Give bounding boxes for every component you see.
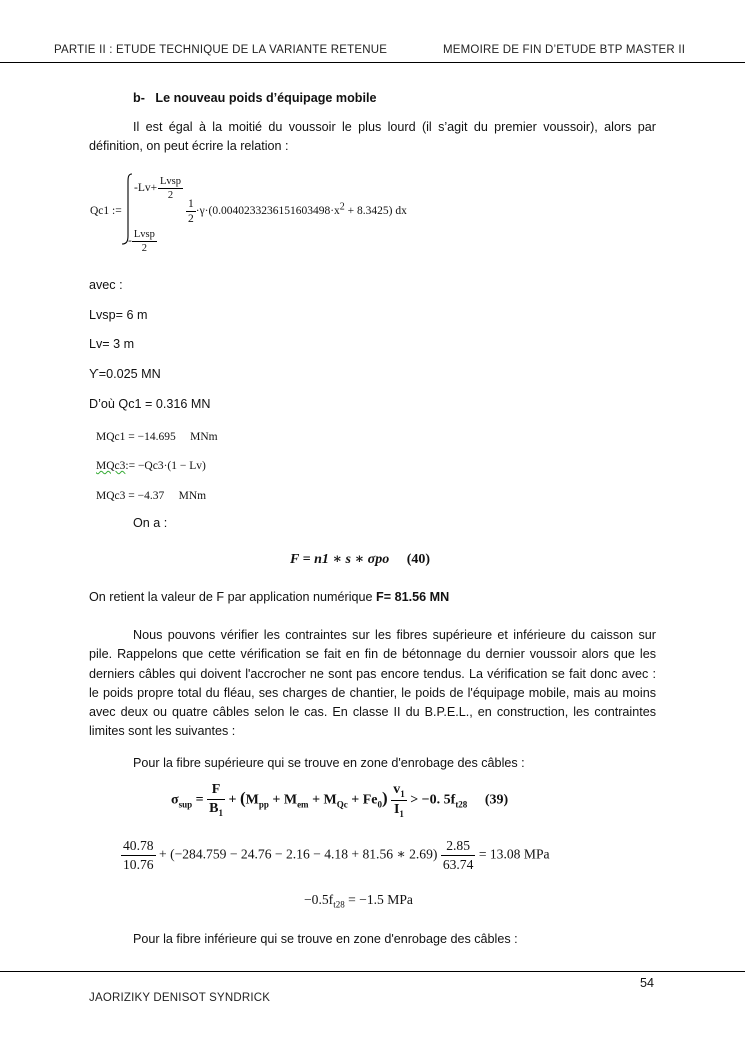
mathcad-mqc3: MQc3 = −4.37 MNm xyxy=(96,490,207,502)
param-lvsp: Lvsp= 6 m xyxy=(89,308,148,322)
integral-upper-bound: -Lv+ $\frac{\text{Lvsp}}{2}$ xyxy=(134,176,181,201)
param-gamma: ϒ=0.025 MN xyxy=(89,367,161,381)
integral-lower-bound: - $\frac{\text{Lvsp}}{2}$ xyxy=(128,229,155,254)
result-qc1: D’où Qc1 = 0.316 MN xyxy=(89,397,211,411)
header-right: MEMOIRE DE FIN D’ETUDE BTP MASTER II xyxy=(443,44,686,56)
retained-value-line: On retient la valeur de F par application numérique F= 81.56 MN xyxy=(89,590,450,604)
integral-body: $\frac{1}{2}$ $\cdot\gamma\cdot(0.0040233236151603498\cdot x^2 + 8.3425)$ dx xyxy=(188,198,407,225)
limit-value: $-0.5f_{t28} = -1.5$ MPa xyxy=(304,892,413,910)
footer-author: JAORIZIKY DENISOT SYNDRICK xyxy=(89,992,271,1004)
header-rule xyxy=(0,62,745,63)
footer-rule xyxy=(0,971,745,972)
integral-lhs: Qc1 := xyxy=(90,205,122,217)
equation-39: $\sigma_{sup}$ = $\frac{F}{B_1}$ + $(M_{pp} + M_{em} + M_{Qc} + Fe_0)$ $\frac{v_1}{I_1}$ > −0. $5f_{t28}$ (39) xyxy=(171,782,509,819)
header-left: PARTIE II : ETUDE TECHNIQUE DE LA VARIANTE RETENUE xyxy=(54,44,388,56)
fibre-sup-label: Pour la fibre supérieure qui se trouve en zone d'enrobage des câbles : xyxy=(133,756,525,770)
fibre-inf-label: Pour la fibre inférieure qui se trouve en zone d'enrobage des câbles : xyxy=(133,932,518,946)
verification-paragraph: Nous pouvons vérifier les contraintes sur les fibres supérieure et inférieure du caisson sur pile. Rappelons que cette vérification se fait en fin de bétonnage du dernier voussoir alors que les derniers câbles qui doivent l'accrocher ne sont pas encore tendus. La vérification se fait donc avec : le poids propre total du fléau, ses charges de chantier, le poids de l'équipage mobile, mais au moins avec deux ou quatre câbles selon le cas. En classe II du B.P.E.L., en construction, les contraintes limites sont les suivantes : xyxy=(89,628,656,739)
mathcad-mqc3-def: MQc3:= −Qc3·(1 − Lv) xyxy=(96,460,206,472)
page-number: 54 xyxy=(640,976,655,990)
numeric-application: $\frac{40.78}{10.76}$ + (−284.759 − 24.76 − 2.16 − 4.18 + 81.56 ∗ 2.69) $\frac{2.85}{63.74}$ = 13.08 MPa xyxy=(123,838,550,872)
intro-paragraph: Il est égal à la moitié du voussoir le plus lourd (il s’agit du premier voussoir), alors par définition, on peut écrire la relation : xyxy=(89,120,656,154)
param-lv: Lv= 3 m xyxy=(89,337,135,351)
mathcad-mqc1: MQc1 = −14.695 MNm xyxy=(96,431,218,443)
avec-label: avec : xyxy=(89,278,123,292)
section-title: b- Le nouveau poids d’équipage mobile xyxy=(133,91,377,105)
equation-40: F = n1 ∗ s ∗ σpo (40) xyxy=(290,552,431,567)
on-a-label: On a : xyxy=(133,516,168,530)
